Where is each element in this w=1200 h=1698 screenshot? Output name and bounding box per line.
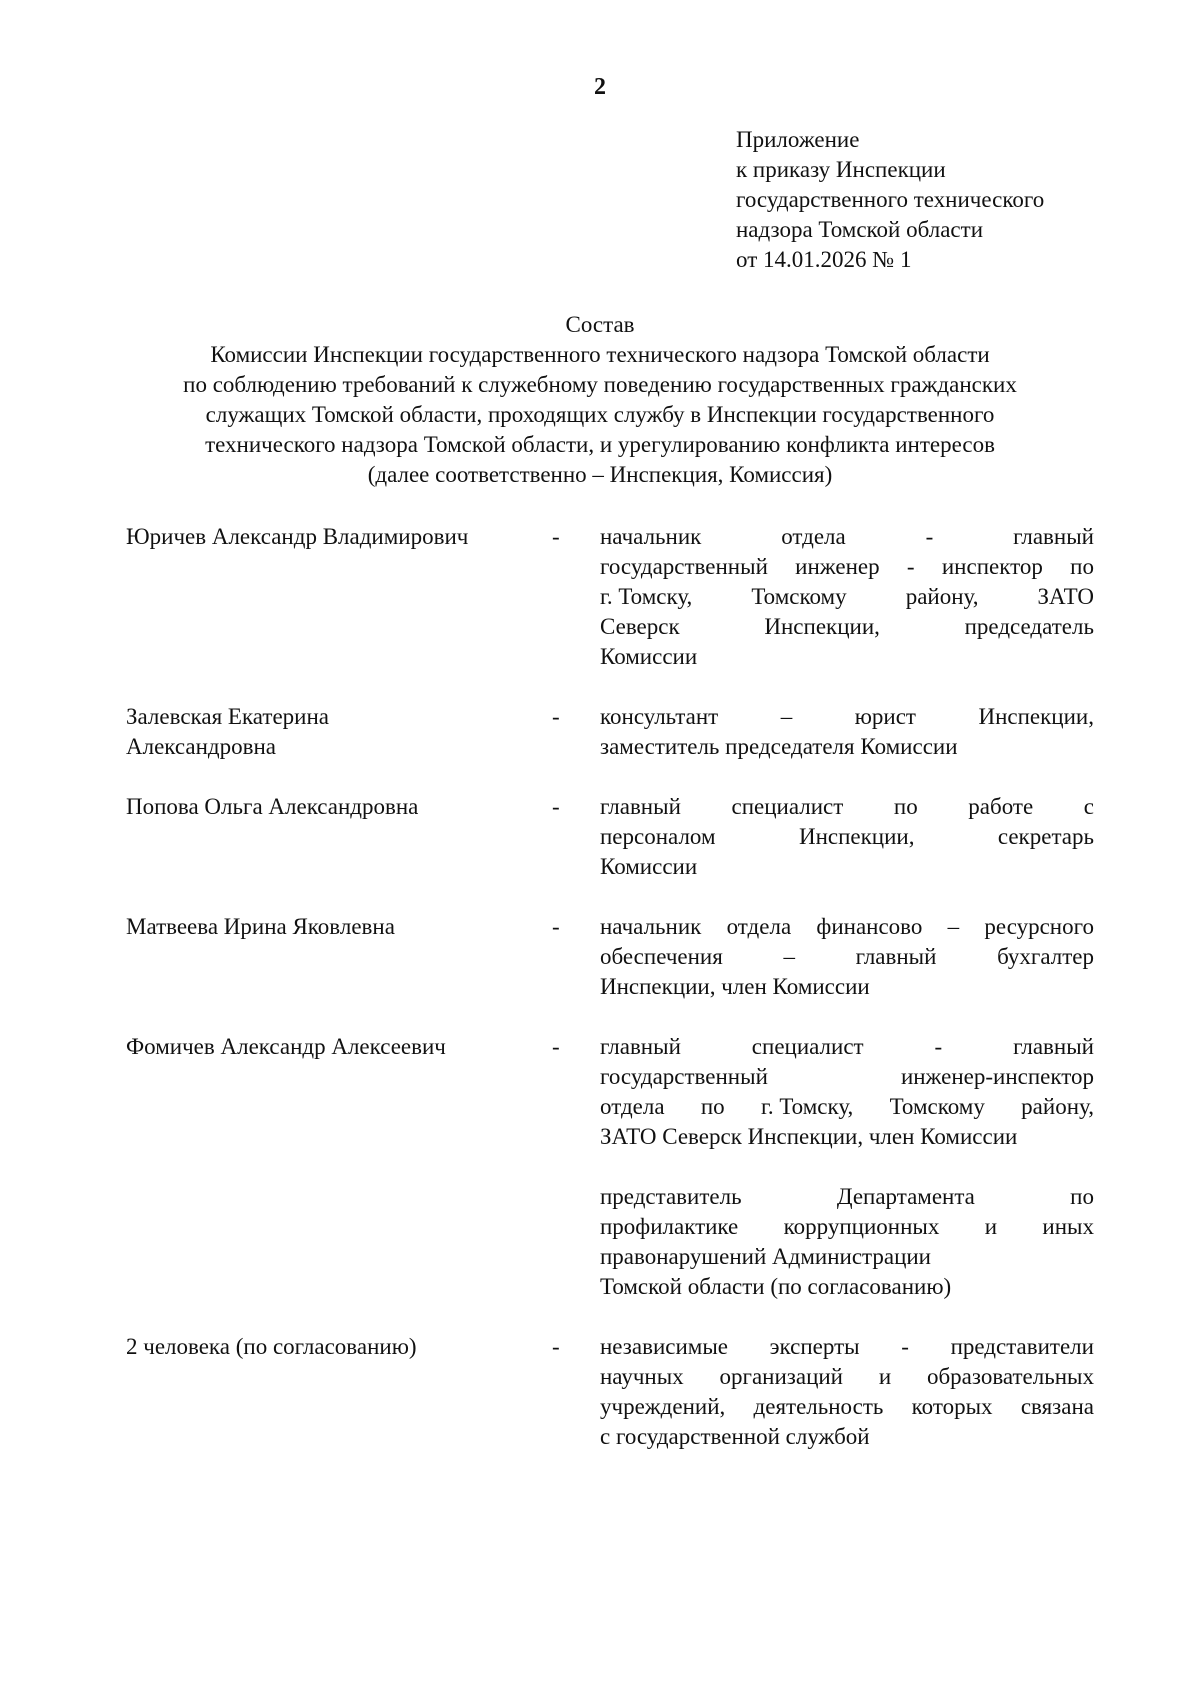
- member-row: [0, 912, 1200, 1002]
- role-word: району,: [905, 584, 979, 609]
- role-word: секретарь: [997, 824, 1094, 849]
- role-line: [600, 912, 1094, 942]
- member-dash: -: [552, 524, 560, 549]
- role-word: работе: [968, 794, 1034, 819]
- role-word: главный: [855, 944, 937, 969]
- member-row: [0, 702, 1200, 762]
- member-dash: -: [552, 794, 560, 819]
- role-word: учреждений,: [600, 1394, 726, 1419]
- member-role: [600, 912, 1094, 1002]
- role-word: главный: [1013, 1034, 1094, 1059]
- role-word: –: [947, 914, 960, 939]
- member-row: [0, 1182, 1200, 1302]
- role-word: инженер-инспектор: [900, 1064, 1094, 1089]
- role-line: [600, 582, 1094, 612]
- role-line: [600, 852, 1094, 882]
- role-line: [600, 732, 1094, 762]
- role-line: [600, 642, 1094, 672]
- role-word: главный: [1013, 524, 1094, 549]
- member-role: [600, 522, 1094, 672]
- role-word: специалист: [751, 1034, 864, 1059]
- role-word: инспектор: [941, 554, 1043, 579]
- role-word: начальник: [600, 524, 702, 549]
- role-word: –: [783, 944, 795, 969]
- role-word: финансово: [816, 914, 923, 939]
- appendix-header: [736, 125, 1136, 275]
- page-number: 2: [594, 74, 606, 100]
- role-word: Комиссии: [600, 644, 698, 669]
- role-word: юрист: [854, 704, 916, 729]
- role-word: Инспекции, член Комиссии: [600, 974, 870, 999]
- role-word: Департамента: [836, 1184, 975, 1209]
- role-word: с: [1083, 794, 1094, 819]
- appendix-line: надзора Томской области: [736, 217, 984, 242]
- member-dash: -: [552, 704, 560, 729]
- role-line: [600, 702, 1094, 732]
- role-word: Томской области (по согласованию): [600, 1274, 952, 1299]
- member-dash: -: [552, 914, 560, 939]
- role-line: [600, 1182, 1094, 1212]
- role-word: -: [906, 554, 915, 579]
- role-word: представители: [950, 1334, 1094, 1359]
- role-word: консультант: [600, 704, 719, 729]
- appendix-line: государственного технического: [736, 187, 1045, 212]
- role-word: представитель: [600, 1184, 742, 1209]
- role-word: ЗАТО: [1037, 584, 1094, 609]
- title-line: технического надзора Томской области, и урегулированию конфликта интересов: [205, 432, 995, 457]
- role-word: Инспекции,: [798, 824, 915, 849]
- role-line: [600, 1032, 1094, 1062]
- role-word: и: [984, 1214, 998, 1239]
- role-word: правонарушений Администрации: [600, 1244, 931, 1269]
- member-name: Юричев Александр Владимирович: [126, 524, 469, 549]
- role-word: государственный: [600, 554, 768, 579]
- role-line: [600, 972, 1094, 1002]
- role-word: эксперты: [769, 1334, 860, 1359]
- role-word: образовательных: [926, 1364, 1094, 1389]
- role-word: отдела: [600, 1094, 665, 1119]
- role-word: -: [901, 1334, 909, 1359]
- role-word: и: [878, 1364, 892, 1389]
- role-word: связана: [1020, 1394, 1094, 1419]
- member-role: [600, 1332, 1094, 1452]
- role-line: [600, 1362, 1094, 1392]
- member-row: [0, 1332, 1200, 1452]
- role-word: обеспечения: [600, 944, 723, 969]
- role-line: [600, 552, 1094, 582]
- role-word: Северск: [600, 614, 680, 639]
- role-word: г. Томску,: [760, 1094, 854, 1119]
- role-word: бухгалтер: [997, 944, 1094, 969]
- title-line: (далее соответственно – Инспекция, Комиссия): [367, 462, 833, 487]
- member-role: [600, 1182, 1094, 1302]
- role-word: государственный: [600, 1064, 768, 1089]
- title-line: служащих Томской области, проходящих службу в Инспекции государственного: [205, 402, 995, 427]
- role-word: -: [925, 524, 934, 549]
- member-role: [600, 702, 1094, 762]
- role-word: отдела: [726, 914, 792, 939]
- appendix-line: Приложение: [736, 127, 860, 152]
- role-word: по: [893, 794, 918, 819]
- role-word: району,: [1021, 1094, 1094, 1119]
- appendix-line: от 14.01.2026 № 1: [736, 247, 912, 272]
- role-line: [600, 1062, 1094, 1092]
- role-word: специалист: [731, 794, 844, 819]
- member-dash: -: [552, 1334, 560, 1359]
- role-line: [600, 1272, 1094, 1302]
- role-line: [600, 1242, 1094, 1272]
- member-role: [600, 792, 1094, 882]
- role-line: [600, 1212, 1094, 1242]
- role-word: заместитель председателя Комиссии: [600, 734, 958, 759]
- role-word: -: [934, 1034, 943, 1059]
- title-line: по соблюдению требований к служебному поведению государственных гражданских: [183, 372, 1017, 397]
- member-row: [0, 522, 1200, 672]
- role-line: [600, 1092, 1094, 1122]
- member-row: [0, 792, 1200, 882]
- member-name: Фомичев Александр Алексеевич: [126, 1034, 446, 1059]
- role-word: Комиссии: [600, 854, 698, 879]
- role-word: инженер: [795, 554, 880, 579]
- role-word: независимые: [600, 1334, 728, 1359]
- member-role: [600, 1032, 1094, 1152]
- member-dash: -: [552, 1034, 560, 1059]
- member-row: [0, 1032, 1200, 1152]
- role-word: с государственной службой: [600, 1424, 870, 1449]
- role-line: [600, 522, 1094, 552]
- commission-members-list: [0, 522, 1200, 1482]
- document-title: [100, 310, 1100, 490]
- role-line: [600, 1392, 1094, 1422]
- role-word: иных: [1042, 1214, 1094, 1239]
- role-word: главный: [600, 1034, 681, 1059]
- appendix-line: к приказу Инспекции: [736, 157, 946, 182]
- role-word: по: [700, 1094, 725, 1119]
- member-name: 2 человека (по согласованию): [126, 1334, 417, 1359]
- member-name: Попова Ольга Александровна: [126, 794, 419, 819]
- role-line: [600, 792, 1094, 822]
- role-line: [600, 1422, 1094, 1452]
- role-word: по: [1070, 1184, 1094, 1209]
- role-word: ресурсного: [984, 914, 1094, 939]
- role-line: [600, 822, 1094, 852]
- role-word: которых: [911, 1394, 993, 1419]
- role-word: научных: [600, 1364, 684, 1389]
- title-line: Состав: [565, 312, 635, 337]
- role-line: [600, 1122, 1094, 1152]
- role-word: г. Томску,: [600, 584, 693, 609]
- role-word: организаций: [719, 1364, 843, 1389]
- role-word: ЗАТО Северск Инспекции, член Комиссии: [600, 1124, 1018, 1149]
- role-word: отдела: [781, 524, 846, 549]
- role-word: по: [1070, 554, 1094, 579]
- role-word: председатель: [964, 614, 1094, 639]
- title-line: Комиссии Инспекции государственного технического надзора Томской области: [210, 342, 990, 367]
- role-word: начальник: [600, 914, 702, 939]
- role-word: главный: [600, 794, 681, 819]
- role-word: Инспекции,: [978, 704, 1094, 729]
- role-word: персоналом: [600, 824, 716, 849]
- role-word: Томскому: [889, 1094, 985, 1119]
- role-word: Инспекции,: [764, 614, 880, 639]
- role-line: [600, 612, 1094, 642]
- role-line: [600, 942, 1094, 972]
- member-name: Залевская Екатерина Александровна: [126, 704, 329, 759]
- role-word: деятельность: [753, 1394, 884, 1419]
- member-name: Матвеева Ирина Яковлевна: [126, 914, 395, 939]
- role-word: Томскому: [751, 584, 847, 609]
- role-line: [600, 1332, 1094, 1362]
- role-word: коррупционных: [783, 1214, 940, 1239]
- role-word: –: [780, 704, 793, 729]
- role-word: профилактике: [600, 1214, 739, 1239]
